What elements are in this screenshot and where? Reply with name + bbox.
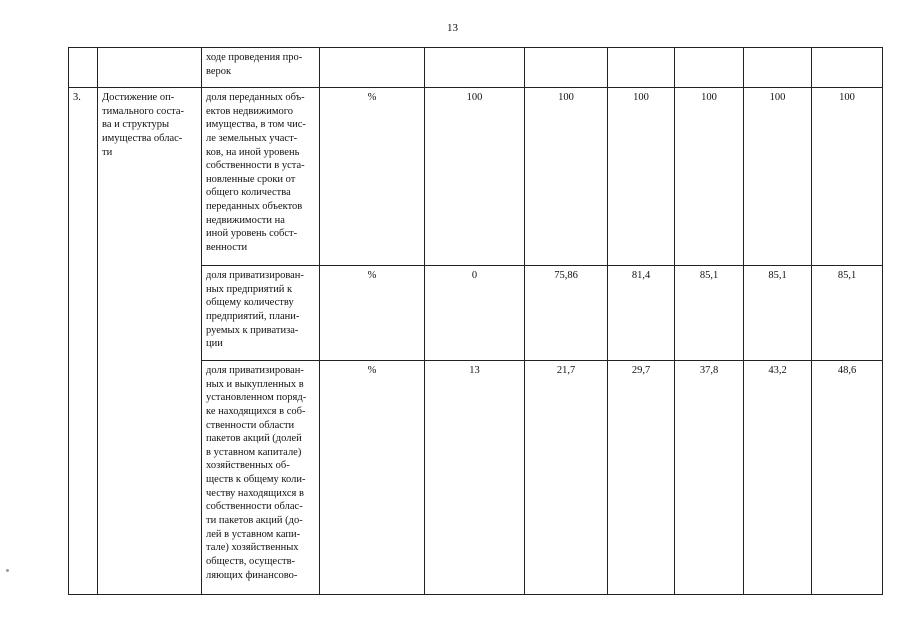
goal-line: ти: [102, 146, 113, 158]
indicator-line: доля переданных объ-: [206, 92, 305, 103]
page-number: 13: [447, 22, 458, 34]
indicators-table: [68, 47, 883, 595]
value-cell-6: 100: [812, 88, 883, 266]
indicator-line: обществ, осуществ-: [206, 555, 296, 567]
indicator-line: честву находящихся в: [206, 487, 304, 499]
unit-cell: [320, 48, 425, 88]
value-cell-6: 48,6: [812, 361, 883, 595]
indicator-line: собственности в уста-: [206, 160, 305, 172]
table-row-continuation: [69, 48, 883, 88]
value-cell-6: 85,1: [812, 266, 883, 361]
value-cell-4: [675, 48, 744, 88]
value-cell-4: 100: [675, 88, 744, 266]
value-cell-4: 85,1: [675, 266, 744, 361]
indicator-line: в уставном капитале): [206, 446, 302, 458]
value-cell-5: [744, 48, 812, 88]
value-cell-1: 13: [425, 361, 525, 595]
indicator-line: ле земельных участ-: [206, 132, 298, 144]
value-cell-1: 100: [425, 88, 525, 266]
goal-cell: [98, 88, 202, 595]
value-cell-2: [525, 48, 608, 88]
value-cell-6: [812, 48, 883, 88]
goal-line: тимального соста-: [102, 105, 185, 117]
indicator-line: ти пакетов акций (до-: [206, 515, 303, 527]
value-cell-3: 29,7: [608, 361, 675, 595]
value-cell-5: 43,2: [744, 361, 812, 595]
indicator-line: пакетов акций (долей: [206, 433, 302, 445]
indicator-line: ственности области: [206, 419, 295, 431]
indicator-line: верок: [206, 65, 232, 77]
indicator-line: руемых к приватиза-: [206, 324, 299, 336]
indicator-cell: [202, 266, 320, 361]
scan-speck: [6, 569, 9, 572]
value-cell-3: [608, 48, 675, 88]
value-cell-1: [425, 48, 525, 88]
indicator-line: доля приватизирован-: [206, 365, 304, 376]
indicator-line: имущества, в том чис-: [206, 119, 306, 131]
indicator-line: хозяйственных об-: [206, 460, 290, 472]
indicator-line: собственности облас-: [206, 501, 303, 513]
indicator-line: ходе проведения про-: [206, 52, 303, 63]
value-cell-2: 100: [525, 88, 608, 266]
indicator-line: недвижимости на: [206, 214, 285, 226]
row-number-cell: 3.: [69, 88, 98, 595]
indicator-line: ков, на иной уровень: [206, 146, 300, 158]
indicator-line: тале) хозяйственных: [206, 542, 299, 554]
indicator-line: ных предприятий к: [206, 283, 293, 295]
indicator-line: ных и выкупленных в: [206, 378, 304, 390]
indicator-line: ществ к общему коли-: [206, 474, 306, 486]
goal-cell: [98, 48, 202, 88]
indicator-line: новленные сроки от: [206, 173, 296, 185]
value-cell-3: 81,4: [608, 266, 675, 361]
indicator-line: общего количества: [206, 187, 291, 199]
indicator-line: ектов недвижимого: [206, 105, 294, 117]
value-cell-3: 100: [608, 88, 675, 266]
indicator-line: лей в уставном капи-: [206, 528, 301, 540]
indicator-line: ляющих финансово-: [206, 569, 298, 581]
indicator-line: ции: [206, 338, 223, 350]
indicator-cell: [202, 88, 320, 266]
value-cell-5: 100: [744, 88, 812, 266]
goal-line: ва и структуры: [102, 119, 170, 131]
value-cell-1: 0: [425, 266, 525, 361]
indicator-line: предприятий, плани-: [206, 310, 300, 322]
unit-cell: %: [320, 361, 425, 595]
indicator-line: иной уровень собст-: [206, 228, 298, 240]
unit-cell: %: [320, 266, 425, 361]
indicator-cell: [202, 48, 320, 88]
value-cell-4: 37,8: [675, 361, 744, 595]
table-row: [69, 88, 883, 266]
value-cell-2: 75,86: [525, 266, 608, 361]
indicator-cell: [202, 361, 320, 595]
goal-line: имущества облас-: [102, 132, 183, 144]
indicator-line: венности: [206, 242, 248, 254]
value-cell-2: 21,7: [525, 361, 608, 595]
indicator-line: доля приватизирован-: [206, 270, 304, 281]
goal-line: Достижение оп-: [102, 92, 175, 103]
value-cell-5: 85,1: [744, 266, 812, 361]
indicator-line: установленном поряд-: [206, 392, 307, 404]
row-number-cell: [69, 48, 98, 88]
unit-cell: %: [320, 88, 425, 266]
indicator-line: переданных объектов: [206, 201, 303, 213]
indicator-line: ке находящихся в соб-: [206, 405, 306, 417]
indicator-line: общему количеству: [206, 297, 294, 309]
